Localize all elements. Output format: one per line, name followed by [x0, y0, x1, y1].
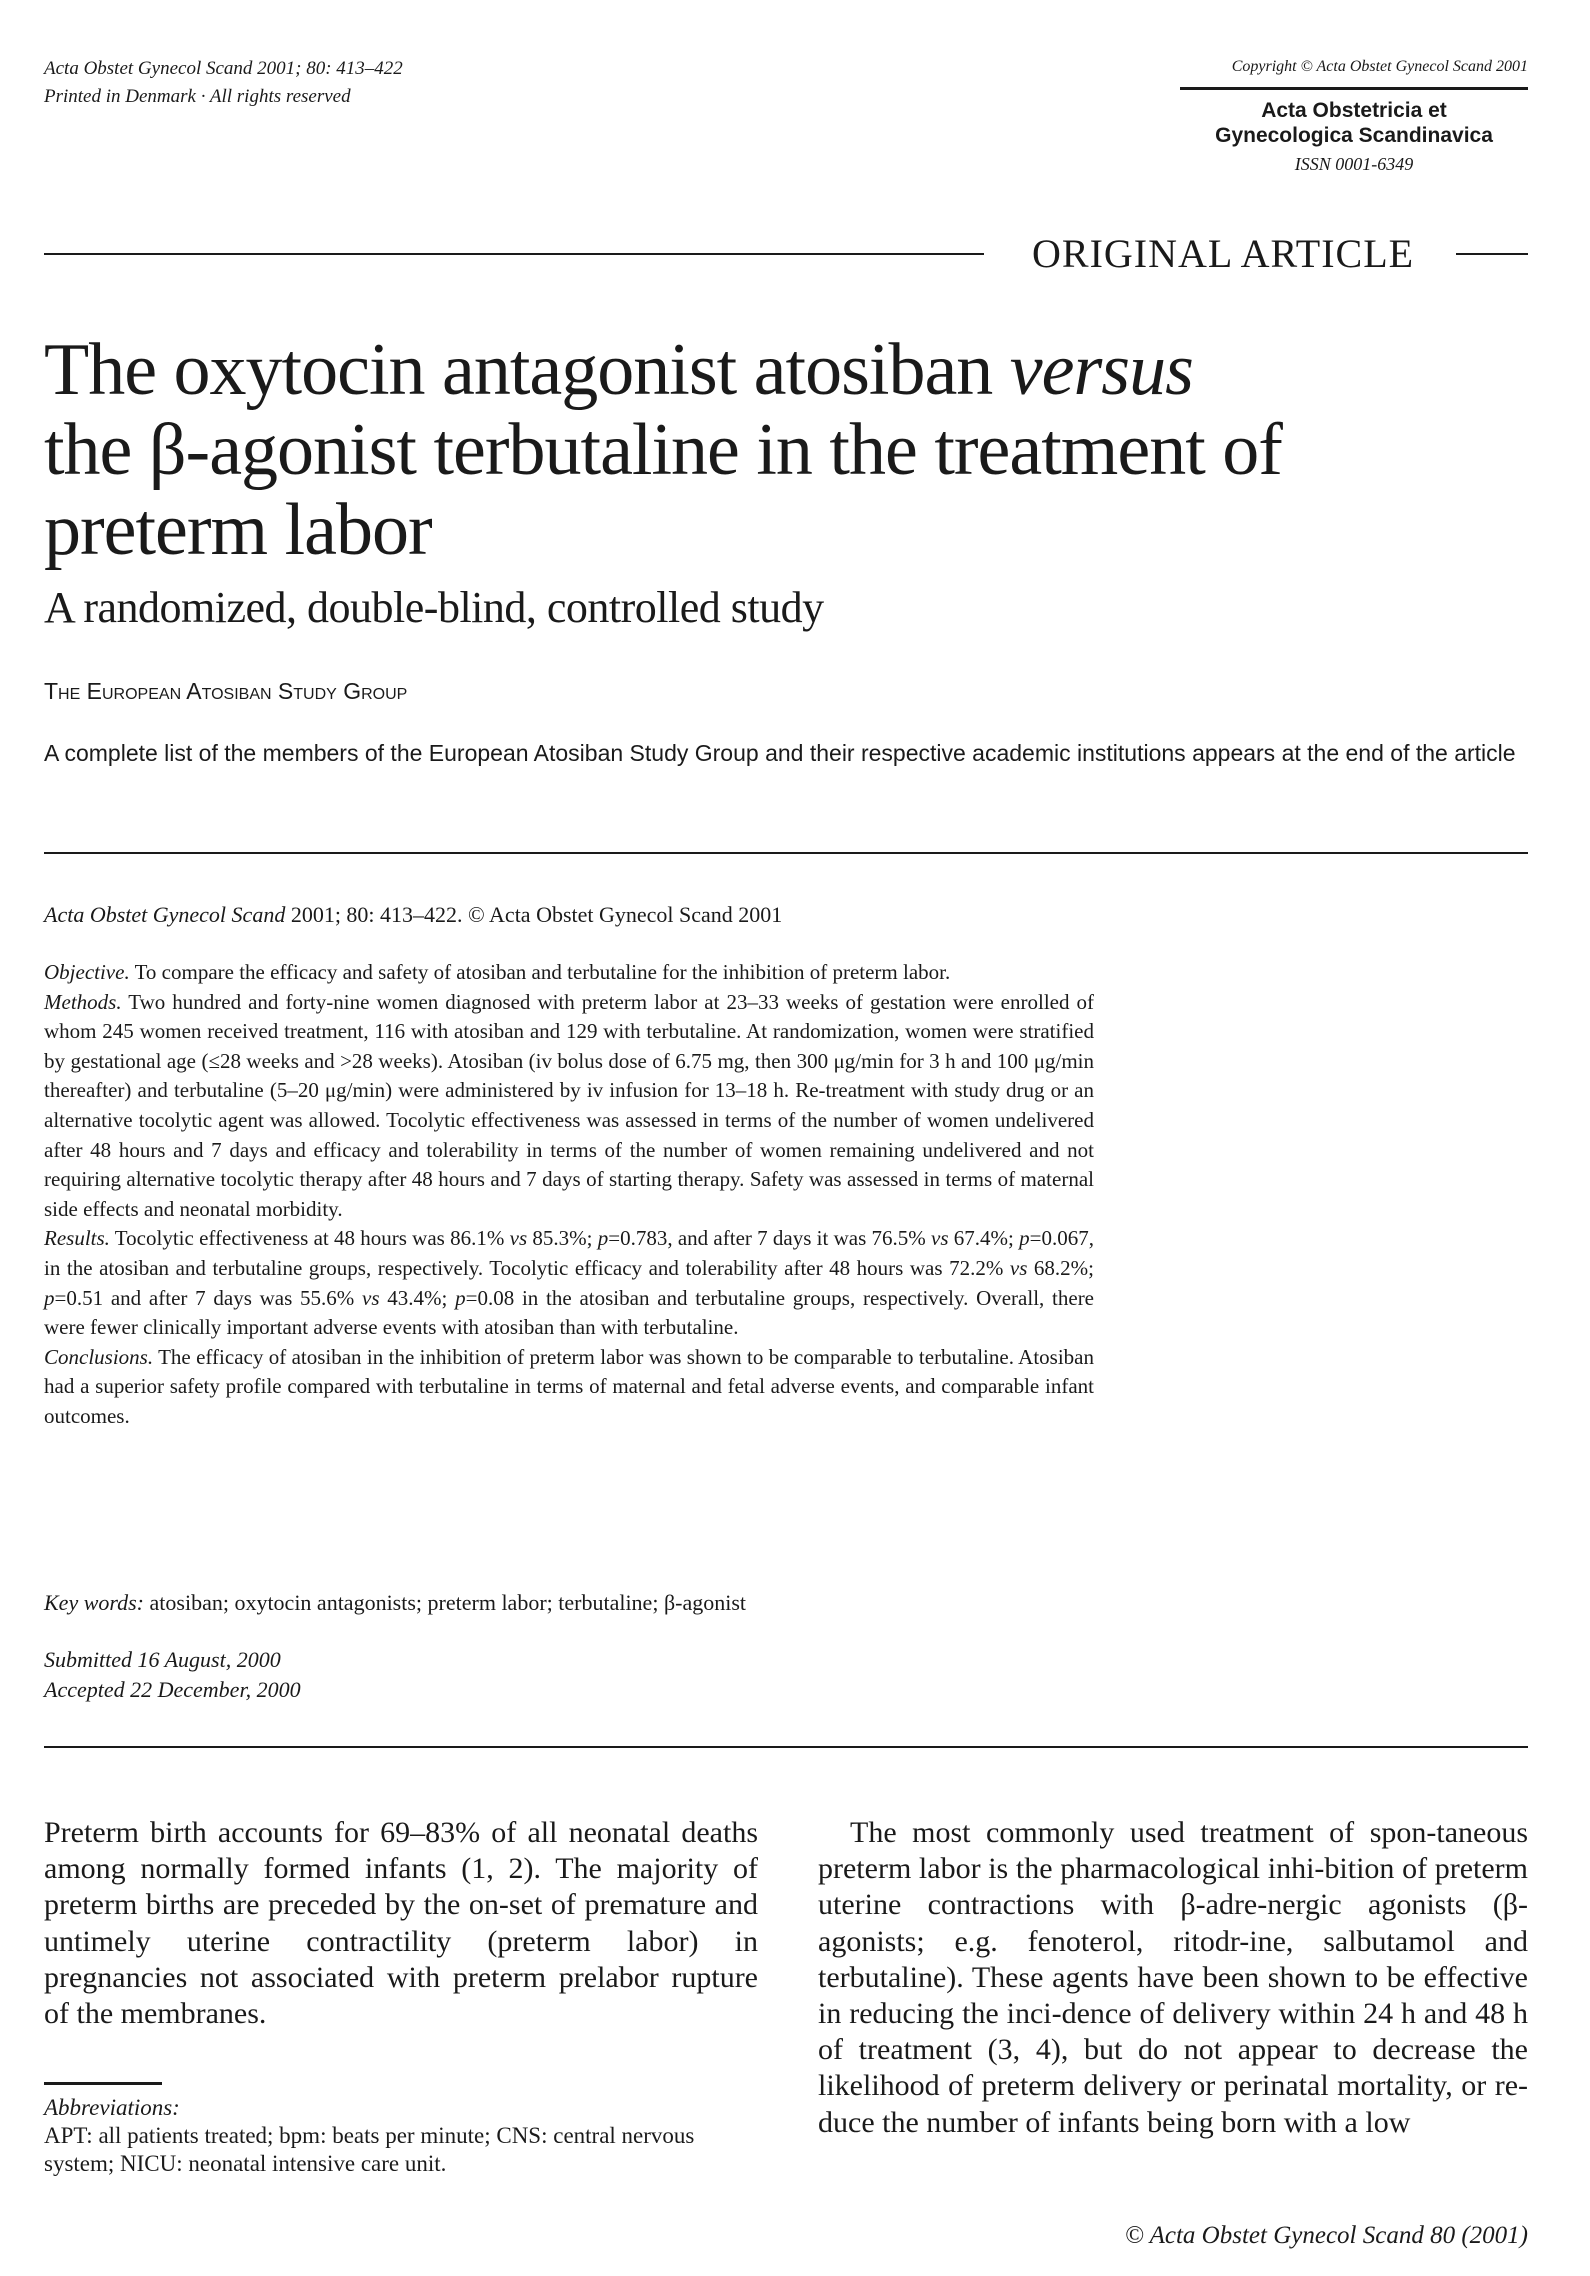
results-segment: vs	[362, 1285, 380, 1310]
section-text	[44, 1226, 1094, 1339]
body-column-left	[44, 1815, 758, 2032]
section-text: The efficacy of atosiban in the inhibition of preterm labor was shown to be comparable to terbutaline. Atosiban had a superior safety profile compared with terbutaline in terms of maternal and fetal adverse events, and comparable infant outcomes.	[44, 1344, 1094, 1428]
keywords-text: atosiban; oxytocin antagonists; preterm labor; terbutaline; β-agonist	[144, 1590, 747, 1615]
article-subtitle: A randomized, double-blind, controlled study	[44, 583, 824, 632]
results-segment: vs	[931, 1226, 949, 1251]
abstract-conclusions	[44, 1343, 1094, 1432]
results-segment: 85.3%;	[527, 1226, 598, 1251]
section-text: To compare the efficacy and safety of atosiban and terbutaline for the inhibition of preterm labor.	[129, 960, 951, 984]
abstract-methods	[44, 988, 1094, 1225]
journal-citation-line: Acta Obstet Gynecol Scand 2001; 80: 413–422	[44, 58, 403, 79]
abstract-results	[44, 1224, 1094, 1342]
divider-rule-bottom	[44, 1746, 1528, 1748]
footnote	[44, 2094, 760, 2178]
keywords	[44, 1588, 746, 1618]
results-segment: p	[455, 1285, 466, 1310]
author-group: The European Atosiban Study Group	[44, 678, 408, 704]
section-text: Two hundred and forty-nine women diagnosed with preterm labor at 23–33 weeks of gestation were enrolled of whom 245 women received treatment, 116 with atosiban and 129 with terbutaline. At randomization, women were stratified by gestational age (≤28 weeks and >28 weeks). Atosiban (iv bolus dose of 6.75 mg, then 300 μg/min for 3 h and 100 μg/min thereafter) and terbutaline (5–20 μg/min) were administered by iv infusion for 13–18 h. Re-treatment with study drug or an alternative tocolytic agent was allowed. Tocolytic effectiveness was assessed in terms of the number of women undelivered after 48 hours and 7 days and efficacy and tolerability in terms of the number of women remaining undelivered and not requiring alternative tocolytic therapy after 48 hours and 7 days of starting therapy. Safety was assessed in terms of maternal side effects and neonatal morbidity.	[44, 989, 1094, 1221]
results-segment: p	[597, 1226, 609, 1251]
section-label: Conclusions.	[44, 1344, 154, 1369]
results-segment: =0.067, in the atosiban and terbutaline groups, respectively. Tocolytic efficacy and tolerability after 48 hours was 72.2%	[44, 1226, 1094, 1280]
results-segment: p	[1019, 1226, 1030, 1251]
title-part-1: The oxytocin antagonist atosiban	[44, 329, 1010, 411]
printed-line: Printed in Denmark · All rights reserved	[44, 86, 351, 107]
keywords-label: Key words:	[44, 1590, 145, 1615]
page-footer: © Acta Obstet Gynecol Scand 80 (2001)	[1124, 2222, 1528, 2249]
body-paragraph: The most commonly used treatment of spon-taneous preterm labor is the pharmacological inhi-bition of preterm uterine contractions with β-adre-nergic agonists (β-agonists; e.g. fenoterol, ritodr-ine, salbutamol and terbutaline). These agents have been shown to be effective in reducing the inci-dence of delivery within 24 h and 48 h of treatment (3, 4), but do not appear to decrease the likelihood of preterm delivery or perinatal mortality, or re-duce the number of infants being born with a low	[818, 1816, 1528, 2139]
section-label: Objective.	[44, 960, 130, 984]
journal-masthead	[1180, 56, 1528, 178]
running-header-left	[44, 55, 403, 111]
citation-rest: 2001; 80: 413–422. © Acta Obstet Gynecol Scand 2001	[285, 902, 783, 927]
section-label: Results.	[44, 1226, 110, 1251]
article-type-bar	[44, 230, 1528, 278]
submission-dates	[44, 1645, 301, 1705]
article-type-rule-right	[1456, 253, 1528, 255]
results-segment: vs	[509, 1226, 528, 1251]
article-type-label: ORIGINAL ARTICLE	[1032, 231, 1415, 276]
results-segment: =0.783, and after 7 days it was 76.5%	[608, 1226, 932, 1251]
title-line-1	[44, 330, 1524, 410]
journal-name-line-1: Acta Obstetricia et	[1261, 99, 1447, 122]
accepted-date: Accepted 22 December, 2000	[44, 1677, 301, 1702]
article-title	[44, 330, 1524, 570]
title-line-2: the β-agonist terbutaline in the treatment of	[44, 409, 1282, 491]
results-segment: =0.51 and after 7 days was 55.6%	[54, 1285, 363, 1310]
body-paragraph: Preterm birth accounts for 69–83% of all neonatal deaths among normally formed infants (1, 2). The majority of preterm births are preceded by the on-set of premature and untimely uterine contractility (preterm labor) in pregnancies not associated with preterm prelabor rupture of the membranes.	[44, 1816, 758, 2031]
results-segment: 43.4%;	[379, 1285, 456, 1310]
results-segment: p	[44, 1285, 55, 1310]
section-label: Methods.	[44, 989, 122, 1014]
footnote-rule	[44, 2082, 162, 2085]
masthead-rule	[1180, 87, 1528, 90]
footnote-text: APT: all patients treated; bpm: beats per minute; CNS: central nervous system; NICU: neonatal intensive care unit.	[44, 2123, 695, 2176]
article-type-rule-left	[44, 253, 984, 255]
results-segment: 67.4%;	[948, 1226, 1020, 1251]
abstract-body	[44, 958, 1094, 1432]
divider-rule-top	[44, 852, 1528, 854]
results-segment: =0.08 in the atosiban and terbutaline groups, respectively. Overall, there were fewer clinically important adverse events with atosiban than with terbutaline.	[44, 1285, 1095, 1340]
submitted-date: Submitted 16 August, 2000	[44, 1647, 281, 1672]
footnote-label: Abbreviations:	[44, 2095, 180, 2120]
abstract-objective	[44, 958, 1094, 988]
results-segment: Tocolytic effectiveness at 48 hours was 86.1%	[109, 1226, 510, 1251]
author-note: A complete list of the members of the European Atosiban Study Group and their respective academic institutions appears at the end of the article	[44, 740, 1516, 766]
journal-name-line-2: Gynecologica Scandinavica	[1215, 124, 1493, 147]
body-column-right	[818, 1815, 1528, 2141]
results-segment: 68.2%;	[1027, 1255, 1095, 1280]
title-versus: versus	[1009, 329, 1193, 411]
issn: ISSN 0001-6349	[1294, 154, 1414, 174]
abstract-citation	[44, 900, 782, 930]
results-segment: vs	[1009, 1255, 1028, 1280]
citation-journal: Acta Obstet Gynecol Scand	[44, 902, 286, 927]
title-line-3: preterm labor	[44, 489, 432, 571]
copyright-line: Copyright © Acta Obstet Gynecol Scand 2001	[1231, 58, 1528, 75]
